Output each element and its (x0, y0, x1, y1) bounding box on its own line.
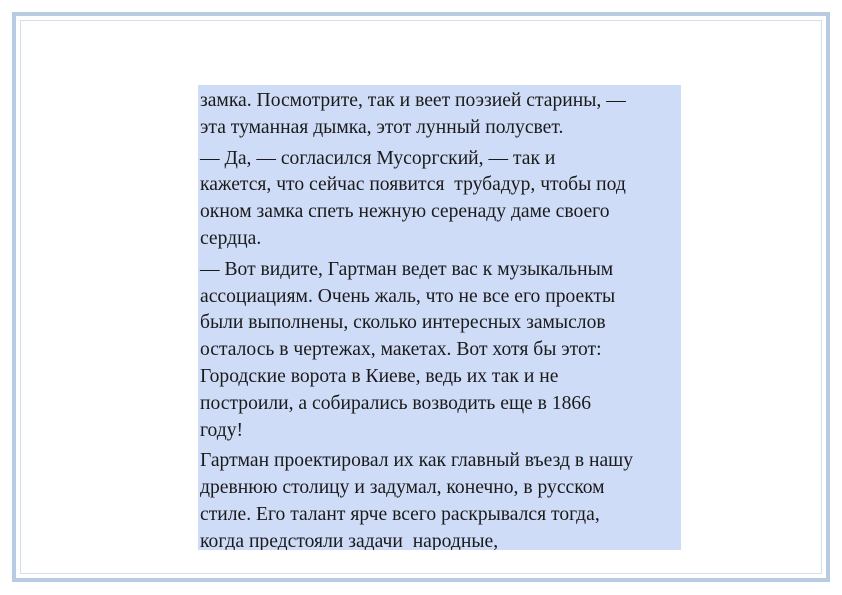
text-line: древнюю столицу и задумал, конечно, в русском (200, 477, 605, 499)
text-line: стиле. Его талант ярче всего раскрывался тогда, (200, 503, 600, 525)
text-line: построили, а собирались возводить еще в 1866 (200, 392, 591, 414)
text-line: кажется, что сейчас появится трубадур, чтобы под (200, 174, 626, 196)
text-box (198, 85, 681, 550)
paragraph-3 (200, 257, 679, 445)
text-line: осталось в чертежах, макетах. Вот хотя бы этот: (200, 339, 602, 361)
text-line: эта туманная дымка, этот лунный полусвет. (200, 116, 564, 138)
text-line: окном замка спеть нежную серенаду даме своего (200, 201, 610, 223)
paragraph-2 (200, 146, 679, 253)
text-line: Гартман проектировал их как главный въезд в нашу (200, 450, 634, 472)
text-line: замка. Посмотрите, так и веет поэзией старины, — (200, 90, 626, 111)
paragraph-4 (200, 448, 679, 550)
text-line: были выполнены, сколько интересных замыслов (200, 312, 606, 334)
paragraph-1 (200, 88, 679, 142)
text-line: ассоциациям. Очень жаль, что не все его проекты (200, 285, 616, 307)
text-line: когда предстояли задачи народные, (200, 530, 499, 550)
text-line: году! (200, 419, 244, 441)
text-line: Городские ворота в Киеве, ведь их так и не (200, 365, 559, 387)
text-line: сердца. (200, 227, 262, 249)
text-line: — Да, — согласился Мусоргский, — так и (200, 147, 556, 169)
text-line: — Вот видите, Гартман ведет вас к музыкальным (200, 258, 614, 280)
